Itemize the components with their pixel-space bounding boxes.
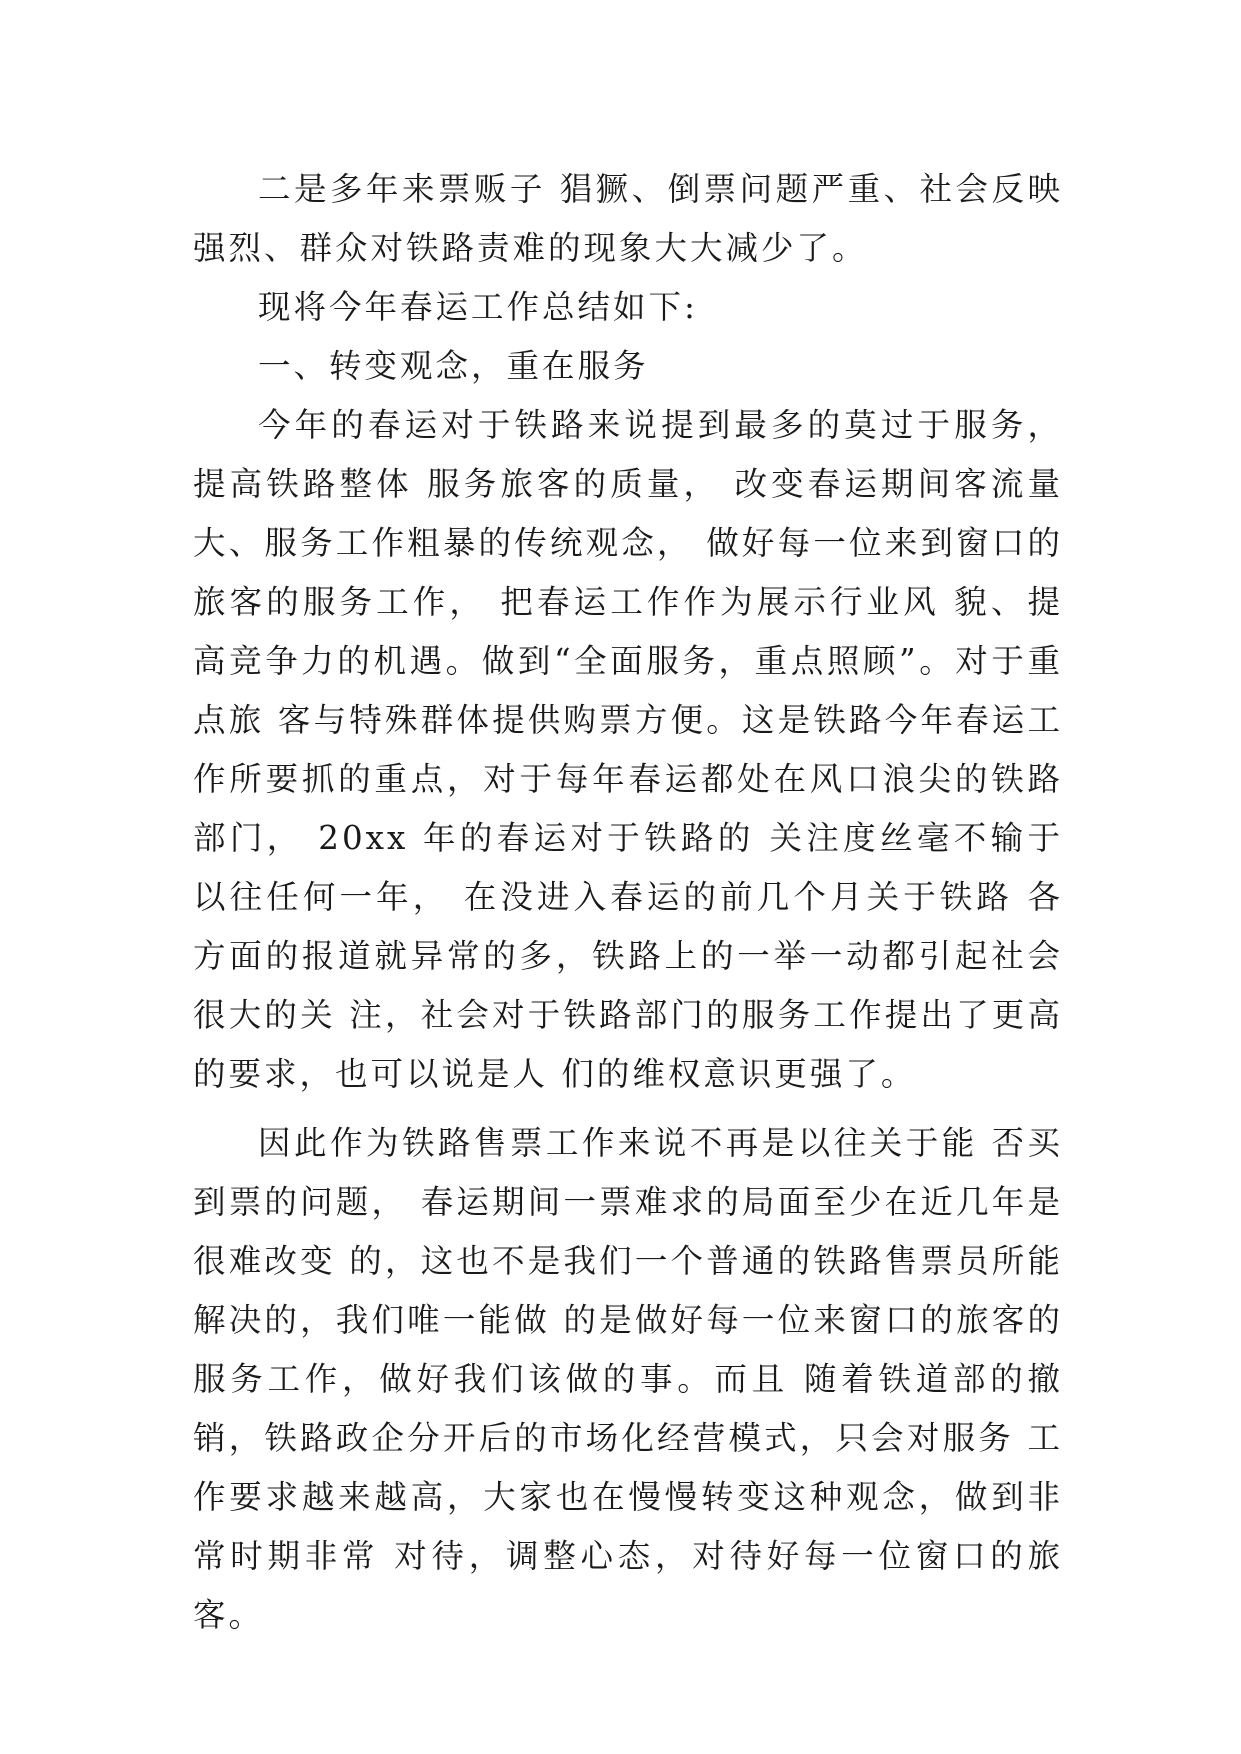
paragraph-2: 现将今年春运工作总结如下: [258,288,698,326]
paragraph-3: 今年的春运对于铁路来说提到最多的莫过于服务， 提高铁路整体 服务旅客的质量， 改变春运期间客流量大、服务工作粗暴的传统观念， 做好每一位来到窗口的旅客的服务工作， 把春运工作作为展示行业风 貌、提高竞争力的机遇。做到“全面服务，重点照顾”。对于重点旅 客与特殊群体提供购票方便。这是铁路今年春运工作所要抓的重点，对于每年春运都处在风口浪尖的铁路部门， 20xx 年的春运对于铁路的 关注度丝毫不输于以往任何一年， 在没进入春运的前几个月关于铁路 各方面的报道就异常的多，铁路上的一举一动都引起社会很大的关 注，社会对于铁路部门的服务工作提出了更高的要求，也可以说是人 们的维权意识更强了。 [193,406,1063,1093]
paragraph-4: 因此作为铁路售票工作来说不再是以往关于能 否买到票的问题， 春运期间一票难求的局面至少在近几年是很难改变 的，这也不是我们一个普通的铁路售票员所能解决的，我们唯一能做 的是做好每一位来窗口的旅客的服务工作，做好我们该做的事。而且 随着铁道部的撤销，铁路政企分开后的市场化经营模式，只会对服务 工作要求越来越高，大家也在慢慢转变这种观念，做到非常时期非常 对待，调整心态，对待好每一位窗口的旅客。 [193,1124,1063,1634]
paragraph-1: 二是多年来票贩子 猖獗、倒票问题严重、社会反映强烈、群众对铁路责难的现象大大减少了。 [193,170,1063,267]
section-heading: 一、转变观念，重在服务 [258,347,649,385]
document-body [193,160,1063,1645]
